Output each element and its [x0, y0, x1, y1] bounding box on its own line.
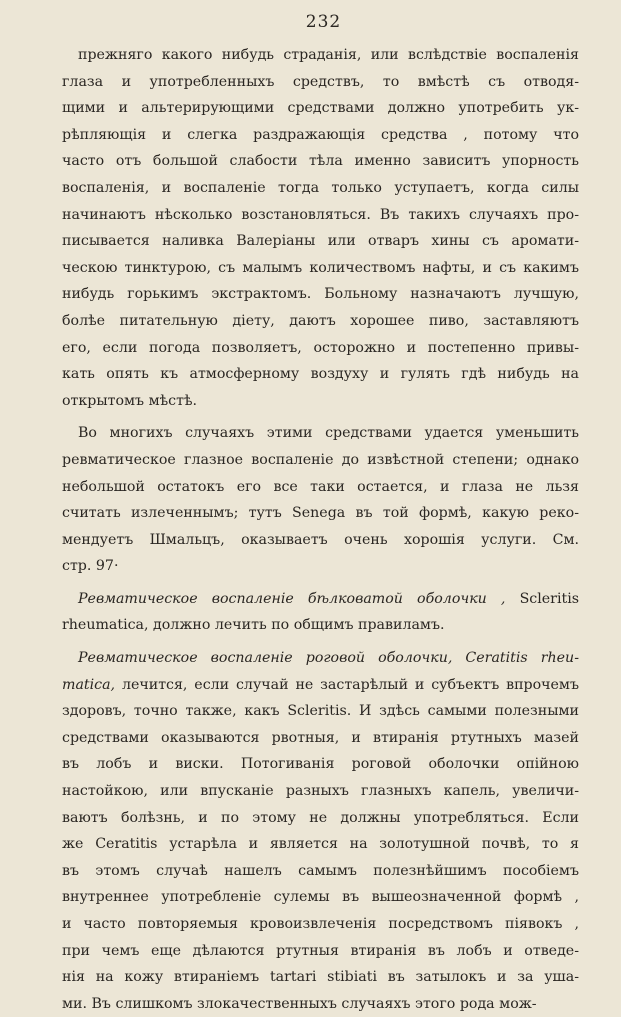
text-line: средствами оказываются рвотныя, и втиранія ртутныхъ мазей: [62, 729, 579, 746]
text-line: щими и альтерирующими средствами должно употребить ук-: [62, 100, 579, 117]
paragraph: [62, 42, 579, 414]
text-line: [62, 586, 579, 613]
text-line: стр. 97·: [62, 558, 119, 575]
text-line: ревматическое глазное воспаленіе до извѣстной степени; однако: [62, 451, 579, 468]
body-text: [62, 42, 579, 1017]
text-line: ваютъ болѣзнь, и по этому не должны употребляться. Если: [62, 809, 579, 826]
italic-heading: Ревматическое воспаленіе бѣлковатой оболочки ,: [78, 590, 506, 607]
text-line: настойкою, или впусканіе разныхъ глазныхъ капель, увеличи-: [62, 783, 579, 800]
italic-heading: matica,: [62, 676, 116, 693]
text-line: здоровъ, точно также, какъ Scleritis. И здѣсь самыми полезными: [62, 703, 579, 720]
text-line: кать опять къ атмосферному воздуху и гулять гдѣ нибудь на: [62, 366, 579, 383]
text-line: же Ceratitis устарѣла и является на золотушной почвѣ, то я: [62, 836, 579, 853]
text-line: глаза и употребленныхъ средствъ, то вмѣстѣ съ отводя-: [62, 73, 579, 90]
text-line: нибудь горькимъ экстрактомъ. Больному назначаютъ лучшую,: [62, 286, 579, 303]
text-line: начинаютъ нѣсколько возстановляться. Въ такихъ случаяхъ про-: [62, 206, 579, 223]
text-line: и часто повторяемыя кровоизвлеченія посредствомъ піявокъ ,: [62, 916, 579, 932]
text-line: воспаленія, и воспаленіе тогда только уступаетъ, когда силы: [62, 179, 579, 196]
text-line: Во многихъ случаяхъ этими средствами удается уменьшить: [78, 425, 579, 442]
text-line: писывается наливка Валеріаны или отваръ хины съ аромати-: [62, 233, 579, 250]
text-line: при чемъ еще дѣлаются ртутныя втиранія въ лобъ и отведе-: [62, 942, 579, 959]
text-line: ми. Въ слишкомъ злокачественныхъ случаяхъ этого рода мож-: [62, 995, 537, 1012]
text-line: считать излеченнымъ; тутъ Senega въ той формѣ, какую реко-: [62, 505, 579, 522]
text-run: лечится, если случай не застарѣлый и субъектъ впрочемъ: [115, 676, 579, 693]
page-number: 232: [305, 12, 342, 32]
paragraph: [62, 645, 579, 1017]
text-line: мендуетъ Шмальцъ, оказываетъ очень хорошія услуги. См.: [62, 531, 579, 548]
text-line: небольшой остатокъ его все таки остается, и глаза не льзя: [62, 478, 579, 495]
text-line: часто отъ большой слабости тѣла именно зависитъ упорность: [62, 153, 579, 170]
text-line: рѣпляющія и слегка раздражающія средства , потому что: [62, 126, 579, 143]
text-line: въ этомъ случаѣ нашелъ самымъ полезнѣйшимъ пособіемъ: [62, 862, 579, 879]
text-line: внутреннее употребленіе сулемы въ вышеозначенной формѣ ,: [62, 889, 579, 906]
text-line: ческою тинктурою, съ малымъ количествомъ нафты, и съ какимъ: [62, 259, 579, 276]
paragraph: [62, 420, 579, 580]
paragraph: [62, 586, 579, 639]
text-line: прежняго какого нибудь страданія, или вслѣдствіе воспаленія: [78, 47, 579, 63]
italic-heading: Ревматическое воспаленіе роговой оболочки, Ceratitis rheu-: [78, 650, 579, 667]
text-line: болѣе питательную діету, даютъ хорошее пиво, заставляютъ: [62, 312, 579, 329]
text-line: нія на кожу втираніемъ tartari stibiati въ затылокъ и за уша-: [62, 969, 579, 986]
text-line: [62, 645, 579, 672]
text-line: rheumatica, должно лечить по общимъ правиламъ.: [62, 617, 445, 634]
text-line: въ лобъ и виски. Потогиванія роговой оболочки опійною: [62, 756, 579, 773]
text-run: Scleritis: [505, 590, 580, 607]
text-line: его, если погода позволяетъ, осторожно и постепенно привы-: [62, 339, 579, 356]
text-line: [62, 672, 579, 699]
text-line: открытомъ мѣстѣ.: [62, 392, 198, 409]
